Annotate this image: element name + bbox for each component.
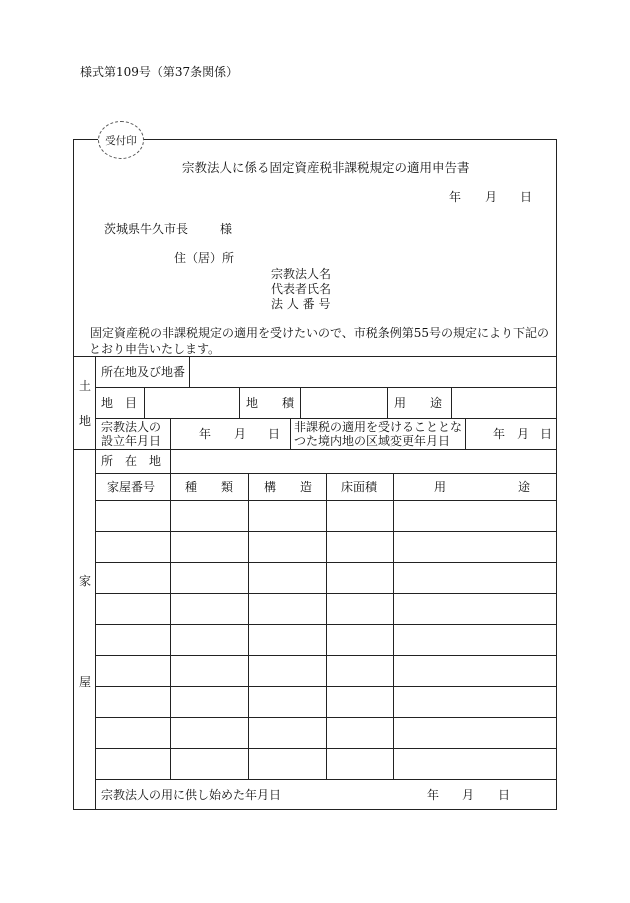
form-frame <box>73 139 557 810</box>
corp-name-label: 宗教法人名 <box>271 267 332 281</box>
house-location-label: 所 在 地 <box>101 454 162 468</box>
corp-number-label: 法 人 番 号 <box>271 297 331 311</box>
land-side-label-1: 土 <box>79 379 92 393</box>
established-label-1: 宗教法人の <box>101 420 162 434</box>
established-day[interactable]: 日 <box>268 427 281 441</box>
established-month[interactable]: 月 <box>234 427 247 441</box>
house-side-label-1: 家 <box>79 574 92 588</box>
start-use-month[interactable]: 月 <box>462 788 475 802</box>
stamp-label: 受付印 <box>105 134 137 147</box>
established-label-2: 設立年月日 <box>101 434 162 448</box>
form-number: 様式第109号（第37条関係） <box>80 65 239 79</box>
col-house-number: 家屋番号 <box>107 480 156 494</box>
col-floor-area: 床面積 <box>341 480 378 494</box>
col-type: 種 類 <box>185 480 234 494</box>
start-use-day[interactable]: 日 <box>498 788 511 802</box>
body-text-line1: 固定資産税の非課税規定の適用を受けたいので、市税条例第55号の規定により下記の <box>90 326 550 340</box>
date-month[interactable]: 月 <box>485 190 498 204</box>
land-area-label: 地 積 <box>246 396 295 410</box>
nontax-year[interactable]: 年 <box>493 427 506 441</box>
land-use-label: 用 途 <box>394 396 443 410</box>
nontax-label-1: 非課税の適用を受けることとな <box>294 420 463 434</box>
house-side-label-2: 屋 <box>79 675 92 689</box>
col-use: 用 途 <box>434 480 531 494</box>
col-structure: 構 造 <box>264 480 313 494</box>
honorific: 様 <box>220 222 233 236</box>
established-year[interactable]: 年 <box>199 427 212 441</box>
date-day[interactable]: 日 <box>520 190 533 204</box>
nontax-label-2: つた境内地の区域変更年月日 <box>294 434 451 448</box>
reception-stamp <box>98 121 144 159</box>
rep-name-label: 代表者氏名 <box>271 282 332 296</box>
start-use-label: 宗教法人の用に供し始めた年月日 <box>101 788 282 802</box>
date-year[interactable]: 年 <box>449 190 462 204</box>
address-label: 住（居）所 <box>174 251 235 265</box>
land-category-label: 地 目 <box>101 396 138 410</box>
form-title: 宗教法人に係る固定資産税非課税規定の適用申告書 <box>182 160 470 175</box>
nontax-month[interactable]: 月 <box>517 427 530 441</box>
body-text-line2: とおり申告いたします。 <box>89 342 221 356</box>
addressee: 茨城県牛久市長 <box>104 222 189 236</box>
start-use-year[interactable]: 年 <box>427 788 440 802</box>
nontax-day[interactable]: 日 <box>540 427 553 441</box>
land-side-label-2: 地 <box>79 414 92 428</box>
land-location-label: 所在地及び地番 <box>101 365 186 379</box>
